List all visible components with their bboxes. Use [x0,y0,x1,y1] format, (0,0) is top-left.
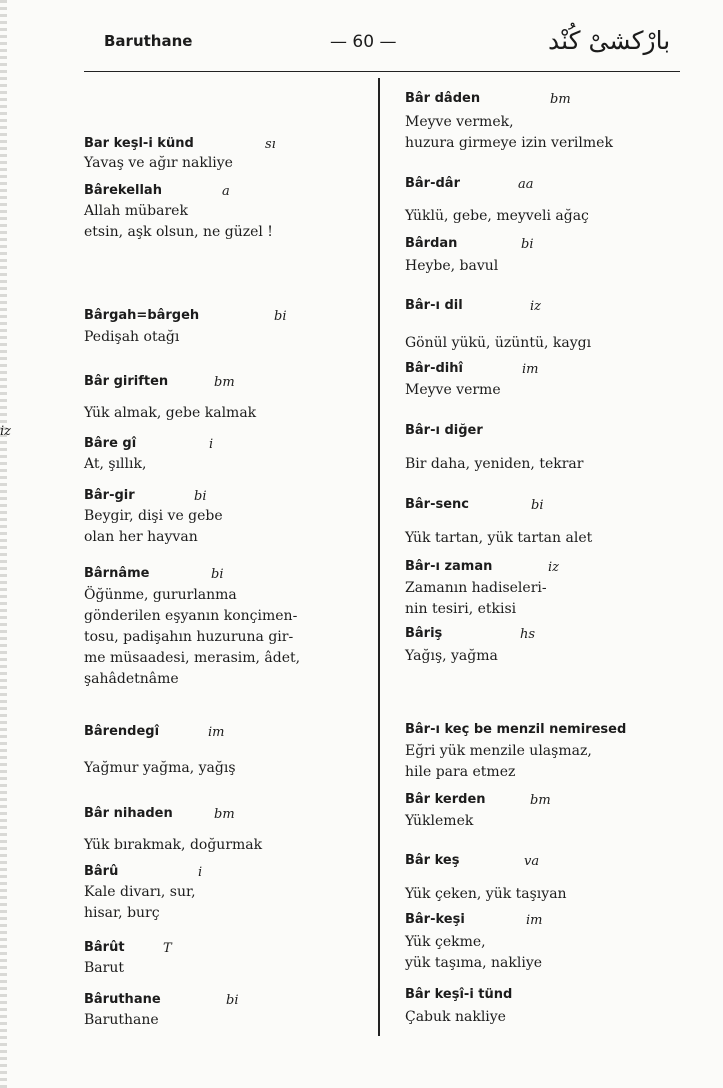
entry-headword: Bârendegî [84,724,160,739]
entry-definition-line: Yük tartan, yük tartan alet [405,530,593,546]
entry-definition-line: Meyve vermek, [405,114,514,130]
entry-definition-line: Öğünme, gururlanma [84,587,237,603]
entry-definition-line: Yavaş ve ağır nakliye [84,155,233,171]
entry-definition-line: Barut [84,960,124,976]
entry-definition-line: Beygir, dişi ve gebe [84,508,223,524]
entry-origin-code: bi [531,498,544,513]
entry-headword: Bâr giriften [84,374,169,389]
entry-origin-code: iz [530,299,542,314]
entry-origin-code: a [222,184,230,199]
entry-headword: Bâr-gir [84,488,135,503]
entry-definition-line: Yük çeken, yük taşıyan [405,886,567,902]
entry-definition-line: tosu, padişahın huzuruna gir- [84,629,294,645]
entry-definition-line: Yağmur yağma, yağış [84,760,236,776]
entry-origin-code: iz [0,424,12,439]
entry-definition-line: gönderilen eşyanın konçimen- [84,608,298,624]
entry-definition-line: me müsaadesi, merasim, âdet, [84,650,301,666]
entry-headword: Bâruthane [84,992,161,1007]
entry-definition-line: Allah mübarek [84,203,188,219]
entry-definition-line: Yük bırakmak, doğurmak [84,837,263,853]
entry-definition-line: nin tesiri, etkisi [405,601,517,617]
entry-origin-code: bi [226,993,239,1008]
entry-origin-code: bi [521,237,534,252]
page-number: — 60 — [330,32,397,52]
entry-definition-line: Pedişah otağı [84,329,180,345]
entry-definition-line: şahâdetnâme [84,671,179,687]
entry-definition-line: Gönül yükü, üzüntü, kaygı [405,335,592,351]
entry-origin-code: iz [548,560,560,575]
entry-origin-code: aa [518,177,534,192]
entry-headword: Bâr keşî-i tünd [405,987,513,1002]
entry-headword: Bâr-dâr [405,176,460,191]
entry-origin-code: T [163,941,172,956]
entry-definition-line: huzura girmeye izin verilmek [405,135,613,151]
entry-headword: Bârû [84,864,119,879]
entry-definition-line: Kale divarı, sur, [84,884,196,900]
entry-definition-line: hisar, burç [84,905,160,921]
entry-origin-code: va [524,854,540,869]
running-head-arabic: بارْكشىْ كُنْد [548,26,671,55]
entry-definition-line: yük taşıma, nakliye [405,955,543,971]
entry-origin-code: bm [550,92,571,107]
entry-headword: Bârdan [405,236,458,251]
entry-headword: Bâr nihaden [84,806,173,821]
entry-definition-line: Yağış, yağma [405,648,498,664]
entry-origin-code: i [209,437,214,452]
entry-origin-code: im [526,913,543,928]
entry-headword: Bârekellah [84,183,162,198]
entry-headword: Bâriş [405,626,443,641]
entry-definition-line: Bir daha, yeniden, tekrar [405,456,584,472]
entry-definition-line: Heybe, bavul [405,258,499,274]
entry-origin-code: im [208,725,225,740]
entry-definition-line: Yük almak, gebe kalmak [84,405,257,421]
entry-origin-code: i [198,865,203,880]
entry-definition-line: Meyve verme [405,382,501,398]
running-head: Baruthane [104,32,193,50]
entry-definition-line: Yüklü, gebe, meyveli ağaç [405,208,589,224]
entry-definition-line: etsin, aşk olsun, ne güzel ! [84,224,273,240]
entry-definition-line: Baruthane [84,1012,159,1028]
entry-definition-line: At, şıllık, [84,456,147,472]
entry-headword: Bârût [84,940,125,955]
entry-headword: Bâr-dihî [405,361,463,376]
entry-origin-code: im [522,362,539,377]
entry-origin-code: bm [530,793,551,808]
entry-headword: Bâr-ı dil [405,298,463,313]
entry-headword: Bâr-ı zaman [405,559,493,574]
entry-origin-code: bi [274,309,287,324]
entry-origin-code: sı [265,137,276,152]
entry-headword: Bâr-ı diğer [405,423,483,438]
entry-headword: Bâr keş [405,853,460,868]
entry-headword: Bârnâme [84,566,150,581]
entry-headword: Bâr-senc [405,497,470,512]
entry-headword: Bâr-keşi [405,912,465,927]
entry-headword: Bâre gî [84,436,137,451]
entry-headword: Bar keşl-i künd [84,136,194,151]
entry-headword: Bârgah=bârgeh [84,308,200,323]
entry-origin-code: bm [214,807,235,822]
entry-definition-line: Yük çekme, [405,934,486,950]
entry-origin-code: bi [194,489,207,504]
entry-headword: Bâr kerden [405,792,486,807]
entry-origin-code: hs [520,627,536,642]
entry-definition-line: Eğri yük menzile ulaşmaz, [405,743,592,759]
entry-headword: Bâr dâden [405,91,481,106]
entry-definition-line: olan her hayvan [84,529,198,545]
entry-definition-line: Çabuk nakliye [405,1009,506,1025]
entry-origin-code: bi [211,567,224,582]
entry-headword: Bâr-ı keç be menzil nemiresed [405,722,627,737]
entry-definition-line: Zamanın hadiseleri- [405,580,547,596]
entry-definition-line: hile para etmez [405,764,516,780]
entry-definition-line: Yüklemek [405,813,474,829]
entry-origin-code: bm [214,375,235,390]
